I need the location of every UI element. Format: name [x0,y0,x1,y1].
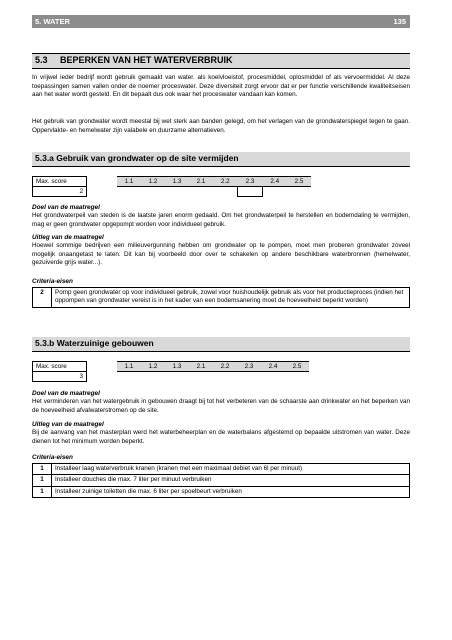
subsection-b-heading [32,337,410,352]
criteria-score: 1 [33,475,52,486]
criteria-row [33,486,410,497]
score-table-a [32,176,311,197]
criteria-heading-a: Criteria-eisen [32,278,73,285]
criteria-row [33,464,410,475]
criteria-table-b [32,463,410,498]
doel-heading-b: Doel van de maatregel [32,390,100,397]
section-title: BEPERKEN VAN HET WATERVERBRUIK [60,55,233,65]
uitleg-text-b: Bij de aanvang van het masterplan werd het waterbeheerplan en de waterbalans afgestemd op bepaalde uitstromen van water. Deze dienen tot het minimum worden beperkt. [32,429,410,445]
column-header: 2.3 [238,177,263,187]
section-heading [32,53,410,69]
column-header: 2.1 [189,362,213,372]
criteria-score: 2 [33,288,52,308]
max-score-label: Max. score [33,362,87,372]
max-score-label: Max. score [33,177,87,187]
column-header: 1.2 [141,362,165,372]
column-header: 2.2 [213,177,238,187]
doel-text-a: Het grondwaterpeil van steden is de laatste jaren enorm gedaald. Om het grondwaterpeil te herstellen en bodemdaling te vermijden, mag er geen grondwater opgepompt worden voor individueel gebruik. [32,212,410,228]
uitleg-heading-a: Uitleg van de maatregel [32,234,104,241]
subsection-b-title: 5.3.b Waterzuinige gebouwen [35,338,154,348]
criteria-text: Installeer zuinige toiletten die max. 6 liter per spoelbeurt verbruiken [52,486,410,497]
criteria-text: Installeer douches die max. 7 liter per minuut verbruiken [52,475,410,486]
subsection-a-heading [32,152,410,167]
criteria-score: 1 [33,464,52,475]
column-header: 2.4 [261,362,285,372]
doel-text-b: Het verminderen van het watergebruik in gebouwen draagt bij tot het verbeteren van de schaarste aan drinkwater en het beperken van de hoeveelheid afvalwaterstromen op de site. [32,398,410,414]
criteria-row [33,475,410,486]
subsection-a-title: 5.3.a Gebruik van grondwater op de site vermijden [35,153,239,163]
marked-cell [238,187,263,197]
column-header: 2.3 [237,362,261,372]
column-header: 1.1 [117,177,141,187]
column-header: 2.2 [213,362,237,372]
intro-paragraph-2: Het gebruik van grondwater wordt meestal bij wet sterk aan banden gelegd, om het verlagen van de grondwaterspiegel tegen te gaan. Oppervlakte- en hemelwater zijn valabele en duurzame alternatieven. [32,118,410,134]
column-header: 1.2 [141,177,165,187]
criteria-score: 1 [33,486,52,497]
max-score-value: 2 [33,187,87,197]
column-header: 2.4 [263,177,288,187]
page-number: 135 [393,17,406,26]
criteria-table-a [32,287,410,308]
max-score-value: 3 [33,372,87,382]
criteria-row [33,288,410,308]
page-header [32,15,410,28]
column-header: 2.5 [287,177,311,187]
doel-heading-a: Doel van de maatregel [32,204,100,211]
score-table-b [32,361,309,382]
column-header: 1.3 [165,362,189,372]
column-header: 1.3 [165,177,189,187]
criteria-text: Installeer laag waterverbruik kranen (kranen met een maximaal debiet van 6l per minuut) [52,464,410,475]
section-number: 5.3 [35,55,48,65]
column-header: 1.1 [117,362,141,372]
column-header: 2.1 [189,177,213,187]
criteria-text: Pomp geen grondwater op voor individueel gebruik, zowel voor huishoudelijk gebruik als voor het productieproces (indien het oppompen van grondwater vereist is in het kader van een bodemsanering moet de hoeveelheid beperkt worden) [52,288,410,308]
intro-paragraph-1: In vrijwel ieder bedrijf wordt gebruik gemaakt van water. als koelvloeistof, procesmiddel, oplosmiddel of als vervoermiddel. Al deze toepassingen samen vallen onder de noemer proceswater. Deze diversiteit zorgt ervoor dat er per functie verschillende kwaliteitseisen aan het water wordt gesteld. En dit bepaalt dus ook waar het proceswater vandaan kan komen. [32,74,410,99]
uitleg-text-a: Hoewel sommige bedrijven een milieuvergunning hebben om grondwater op te pompen, moet men proberen grondwater zoveel mogelijk onaangetast te laten. Dit kan bij voorbeeld door over te schakelen op andere beschikbare waterbronnen (hemelwater, gezuiverde grijs water...). [32,242,410,267]
chapter-title: 5. WATER [35,17,70,26]
criteria-heading-b: Criteria-eisen [32,454,73,461]
uitleg-heading-b: Uitleg van de maatregel [32,421,104,428]
column-header: 2.5 [285,362,309,372]
